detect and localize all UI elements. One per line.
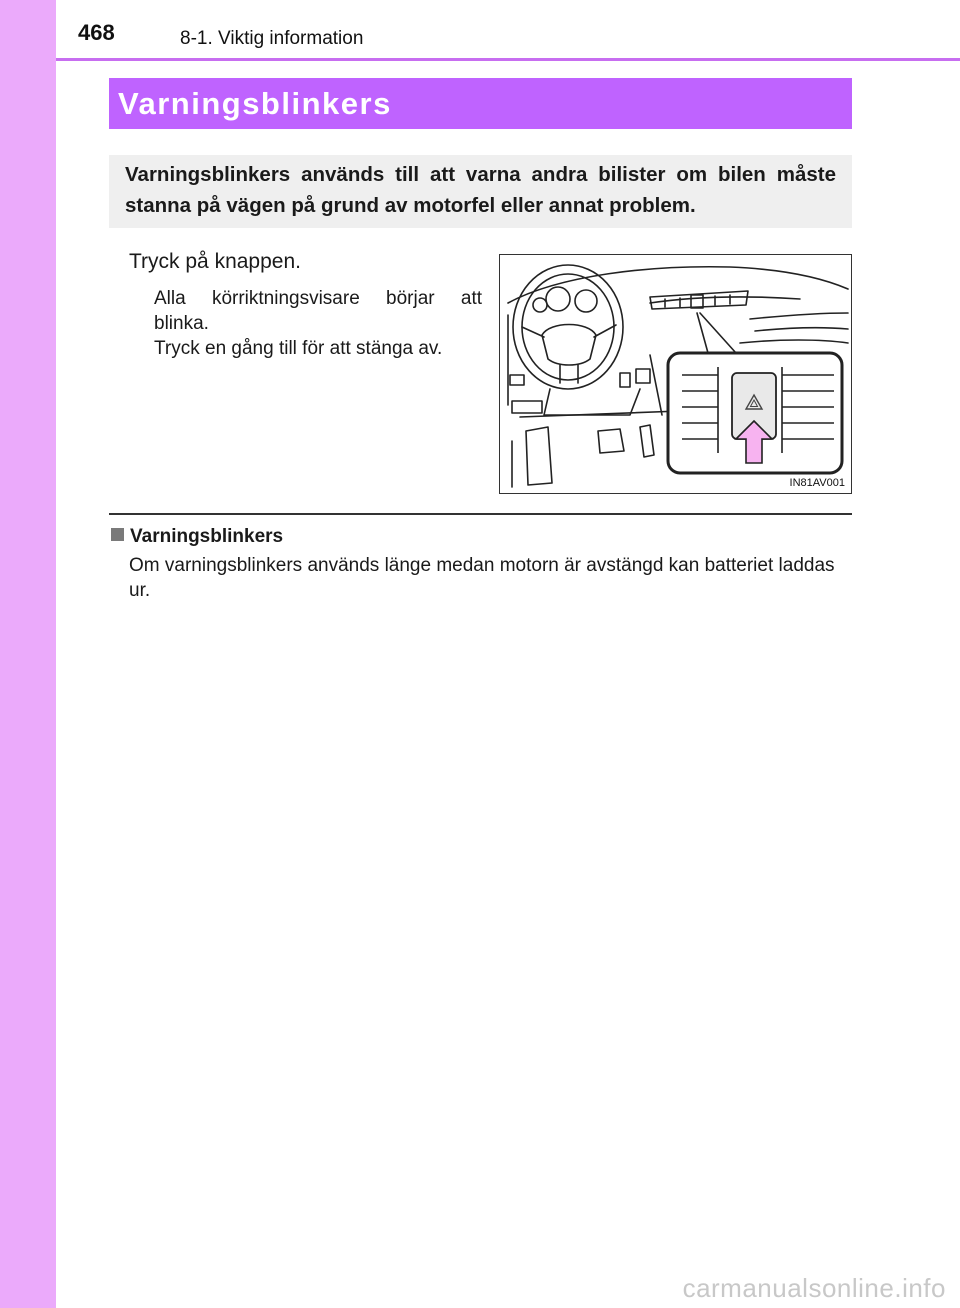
- page-number: 468: [78, 20, 115, 45]
- section-divider: [109, 513, 852, 515]
- side-strip: [0, 0, 56, 1308]
- intro-box: [109, 155, 852, 228]
- note-heading-text: Varningsblinkers: [130, 526, 284, 547]
- dashboard-illustration: [499, 254, 852, 494]
- footer-watermark: carmanualsonline.info: [682, 1273, 946, 1303]
- step-detail-line: Tryck en gång till för att stänga av.: [154, 338, 443, 359]
- step-detail: [154, 286, 482, 361]
- intro-text: Varningsblinkers används till att varna andra bilister om bilen måste stanna på vägen på grund av motorfel eller annat problem.: [125, 163, 836, 217]
- figure-code: IN81AV001: [789, 477, 845, 489]
- header-rule: [56, 58, 960, 61]
- step-detail-line: Alla körriktningsvisare börjar att: [154, 288, 482, 309]
- step-detail-line: blinka.: [154, 313, 209, 334]
- bullet-square-icon: [111, 528, 124, 541]
- note-body: Om varningsblinkers används länge medan motorn är avstängd kan batteriet laddas ur.: [129, 555, 835, 601]
- section-label: 8-1. Viktig information: [180, 28, 364, 49]
- page-title: Varningsblinkers: [109, 78, 852, 129]
- dashboard-drawing: [500, 255, 852, 494]
- note-heading: [111, 526, 283, 548]
- step-instruction: Tryck på knappen.: [129, 250, 301, 273]
